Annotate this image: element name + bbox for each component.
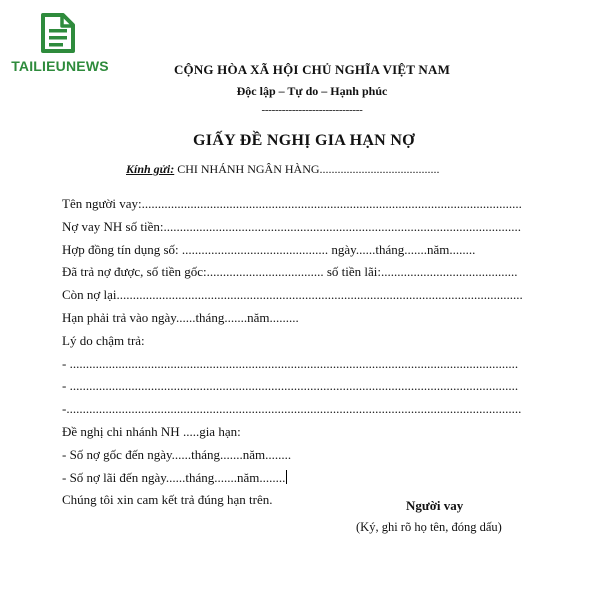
signer-title: Người vay xyxy=(406,498,464,513)
borrower-name-line: Tên người vay:..................................................................................................................... xyxy=(62,196,522,211)
loan-amount-line: Nợ vay NH số tiền:.............................................................................................................. xyxy=(62,218,521,234)
signature-note: (Ký, ghi rõ họ tên, đóng dấu) xyxy=(356,520,502,534)
delay-reason-label: Lý do chậm trả: xyxy=(62,332,145,348)
delay-reason-line: - .......................................................................................................................................... xyxy=(62,378,519,394)
document-title: GIẤY ĐỀ NGHỊ GIA HẠN NỢ xyxy=(193,132,415,149)
paid-principal-line: Đã trả nợ được, số tiền gốc:.................................... số tiền lãi:.......................................... xyxy=(62,264,518,280)
interest-extension-line xyxy=(62,467,548,490)
recipient-label: Kính gửi: xyxy=(126,162,175,176)
principal-extension-line: - Số nợ gốc đến ngày......tháng.......năm........ xyxy=(62,446,292,462)
delay-reason-line: -............................................................................................................................................ xyxy=(62,401,522,417)
remaining-debt-line: Còn nợ lại............................................................................................................................. xyxy=(62,287,523,303)
form-body xyxy=(62,193,548,512)
commitment-line: Chúng tôi xin cam kết trả đúng hạn trên. xyxy=(62,492,273,508)
recipient-line xyxy=(126,162,440,177)
nation-heading: CỘNG HÒA XÃ HỘI CHỦ NGHĨA VIỆT NAM xyxy=(173,62,451,77)
document-icon xyxy=(37,12,77,54)
extension-request-line: Đề nghị chi nhánh NH .....gia hạn: xyxy=(62,423,241,439)
separator-line: ------------------------------ xyxy=(261,104,363,116)
motto: Độc lập – Tự do – Hạnh phúc xyxy=(236,84,388,98)
credit-contract-line: Hợp đồng tín dụng số: ............................................. ngày......tháng.......năm........ xyxy=(62,241,476,257)
due-date-line: Hạn phải trả vào ngày......tháng.......năm......... xyxy=(62,309,299,325)
interest-extension-text: - Số nợ lãi đến ngày......tháng.......năm........ xyxy=(62,469,286,485)
text-cursor xyxy=(286,470,287,484)
recipient-value: CHI NHÁNH NGÂN HÀNG........................................ xyxy=(174,162,440,176)
delay-reason-line: - .......................................................................................................................................... xyxy=(62,355,519,371)
logo-text: TAILIEUNEWS xyxy=(11,58,109,74)
